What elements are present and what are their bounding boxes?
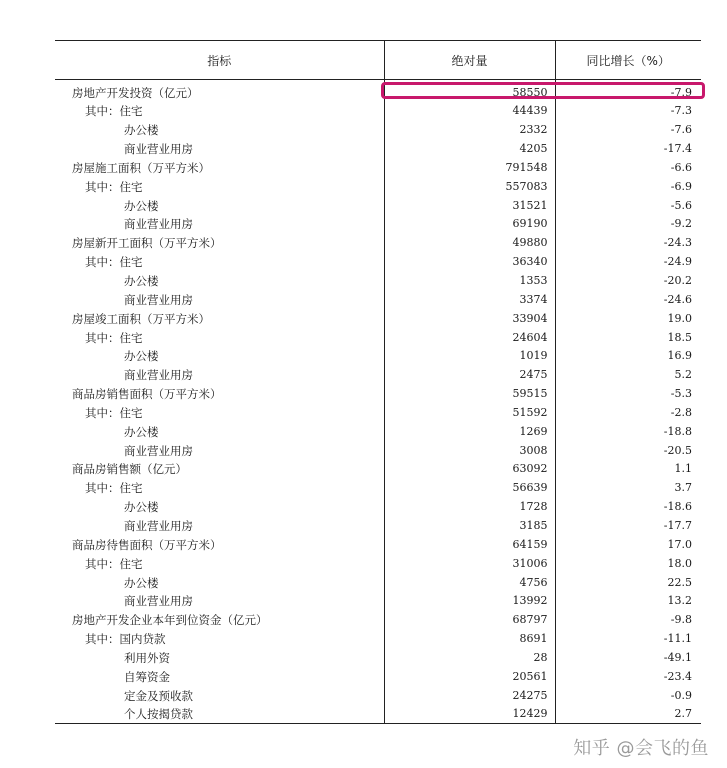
header-indicator: 指标 [55, 41, 384, 80]
table-row [55, 441, 701, 460]
absolute-value-cell: 13992 [384, 592, 555, 611]
table-row [55, 196, 701, 215]
table-row [55, 272, 701, 291]
absolute-value-cell: 791548 [384, 159, 555, 178]
indicator-cell: 房屋竣工面积（万平方米） [72, 311, 210, 326]
table-row [55, 535, 701, 554]
table-row [55, 140, 701, 159]
absolute-value-cell: 12429 [384, 705, 555, 724]
yoy-growth-cell: -9.2 [555, 215, 701, 234]
yoy-growth-cell: 19.0 [555, 309, 701, 328]
table-row [55, 630, 701, 649]
yoy-growth-cell: 16.9 [555, 347, 701, 366]
absolute-value-cell: 1269 [384, 422, 555, 441]
highlight-box [381, 82, 705, 99]
yoy-growth-cell: -20.5 [555, 441, 701, 460]
indicator-cell: 其中：住宅 [85, 179, 143, 194]
absolute-value-cell: 36340 [384, 253, 555, 272]
absolute-value-cell: 31521 [384, 196, 555, 215]
yoy-growth-cell: 18.0 [555, 554, 701, 573]
table-row [55, 253, 701, 272]
table-row [55, 102, 701, 121]
table-body [55, 80, 701, 724]
absolute-value-cell: 3185 [384, 517, 555, 536]
yoy-growth-cell: -6.6 [555, 159, 701, 178]
absolute-value-cell: 59515 [384, 385, 555, 404]
table-row [55, 460, 701, 479]
yoy-growth-cell: -5.3 [555, 385, 701, 404]
indicator-cell: 办公楼 [124, 575, 159, 590]
indicator-cell: 房地产开发企业本年到位资金（亿元） [72, 613, 268, 628]
absolute-value-cell: 31006 [384, 554, 555, 573]
indicator-cell: 办公楼 [124, 349, 159, 364]
table-row [55, 385, 701, 404]
indicator-cell: 其中：国内贷款 [85, 632, 166, 647]
absolute-value-cell: 4756 [384, 573, 555, 592]
absolute-value-cell: 63092 [384, 460, 555, 479]
indicator-cell: 房屋施工面积（万平方米） [72, 160, 210, 175]
absolute-value-cell: 1019 [384, 347, 555, 366]
yoy-growth-cell: -24.6 [555, 290, 701, 309]
yoy-growth-cell: 18.5 [555, 328, 701, 347]
indicator-cell: 办公楼 [124, 198, 159, 213]
indicator-cell: 商品房待售面积（万平方米） [72, 537, 222, 552]
absolute-value-cell: 1353 [384, 272, 555, 291]
table-row [55, 215, 701, 234]
table-row [55, 611, 701, 630]
yoy-growth-cell: 5.2 [555, 366, 701, 385]
indicator-cell: 商业营业用房 [124, 443, 193, 458]
absolute-value-cell: 20561 [384, 667, 555, 686]
indicator-cell: 办公楼 [124, 274, 159, 289]
table-row [55, 159, 701, 178]
yoy-growth-cell: -5.6 [555, 196, 701, 215]
indicator-cell: 办公楼 [124, 123, 159, 138]
yoy-growth-cell: -49.1 [555, 648, 701, 667]
indicator-cell: 其中：住宅 [85, 405, 143, 420]
indicator-cell: 其中：住宅 [85, 255, 143, 270]
indicator-cell: 商业营业用房 [124, 518, 193, 533]
table-row [55, 422, 701, 441]
indicator-cell: 商业营业用房 [124, 217, 193, 232]
indicator-cell: 房屋新开工面积（万平方米） [72, 236, 222, 251]
table-row [55, 328, 701, 347]
yoy-growth-cell: -23.4 [555, 667, 701, 686]
absolute-value-cell: 56639 [384, 479, 555, 498]
yoy-growth-cell: 17.0 [555, 535, 701, 554]
yoy-growth-cell: -24.9 [555, 253, 701, 272]
indicator-cell: 房地产开发投资（亿元） [72, 86, 199, 100]
table-row [55, 573, 701, 592]
absolute-value-cell: 3008 [384, 441, 555, 460]
statistics-table [55, 40, 701, 724]
absolute-value-cell: 49880 [384, 234, 555, 253]
absolute-value-cell: 28 [384, 648, 555, 667]
table-row [55, 592, 701, 611]
yoy-growth-cell: 22.5 [555, 573, 701, 592]
table-row [55, 234, 701, 253]
absolute-value-cell: 51592 [384, 404, 555, 423]
table-row [55, 347, 701, 366]
absolute-value-cell: 557083 [384, 177, 555, 196]
yoy-growth-cell: 2.7 [555, 705, 701, 724]
table-row [55, 366, 701, 385]
absolute-value-cell: 68797 [384, 611, 555, 630]
table-row [55, 404, 701, 423]
table-row [55, 498, 701, 517]
indicator-cell: 商业营业用房 [124, 142, 193, 157]
absolute-value-cell: 3374 [384, 290, 555, 309]
table-row [55, 517, 701, 536]
yoy-growth-cell: -7.6 [555, 121, 701, 140]
indicator-cell: 办公楼 [124, 424, 159, 439]
header-yoy: 同比增长（%） [555, 41, 701, 80]
absolute-value-cell: 2332 [384, 121, 555, 140]
yoy-growth-cell: 13.2 [555, 592, 701, 611]
indicator-cell: 其中：住宅 [85, 556, 143, 571]
indicator-cell: 其中：住宅 [85, 104, 143, 119]
yoy-growth-cell: -24.3 [555, 234, 701, 253]
absolute-value-cell: 24275 [384, 686, 555, 705]
yoy-growth-cell: -20.2 [555, 272, 701, 291]
yoy-growth-cell: -0.9 [555, 686, 701, 705]
absolute-value-cell: 24604 [384, 328, 555, 347]
yoy-growth-cell: -18.6 [555, 498, 701, 517]
table-header-row [55, 41, 701, 80]
table-row [55, 177, 701, 196]
yoy-growth-cell: -7.9 [555, 80, 701, 103]
absolute-value-cell: 44439 [384, 102, 555, 121]
table-row [55, 554, 701, 573]
table-row [55, 121, 701, 140]
table-row [55, 667, 701, 686]
indicator-cell: 定金及预收款 [124, 688, 193, 703]
table-row [55, 686, 701, 705]
absolute-value-cell: 58550 [384, 80, 555, 103]
table-row [55, 479, 701, 498]
yoy-growth-cell: -2.8 [555, 404, 701, 423]
indicator-cell: 利用外资 [124, 650, 170, 665]
indicator-cell: 商业营业用房 [124, 594, 193, 609]
absolute-value-cell: 64159 [384, 535, 555, 554]
absolute-value-cell: 69190 [384, 215, 555, 234]
watermark: 知乎 @会飞的鱼 [573, 738, 709, 759]
indicator-cell: 自筹资金 [124, 669, 170, 684]
yoy-growth-cell: -18.8 [555, 422, 701, 441]
absolute-value-cell: 4205 [384, 140, 555, 159]
indicator-cell: 商业营业用房 [124, 292, 193, 307]
indicator-cell: 个人按揭贷款 [55, 705, 384, 724]
absolute-value-cell: 1728 [384, 498, 555, 517]
indicator-cell: 其中：住宅 [85, 481, 143, 496]
absolute-value-cell: 8691 [384, 630, 555, 649]
table-row [55, 290, 701, 309]
indicator-cell: 商品房销售额（亿元） [72, 462, 187, 477]
yoy-growth-cell: -6.9 [555, 177, 701, 196]
table-row [55, 309, 701, 328]
yoy-growth-cell: -11.1 [555, 630, 701, 649]
indicator-cell: 商品房销售面积（万平方米） [72, 387, 222, 402]
table-row [55, 648, 701, 667]
indicator-cell: 其中：住宅 [85, 330, 143, 345]
yoy-growth-cell: -7.3 [555, 102, 701, 121]
indicator-cell: 办公楼 [124, 500, 159, 515]
yoy-growth-cell: -17.4 [555, 140, 701, 159]
yoy-growth-cell: -9.8 [555, 611, 701, 630]
header-absolute: 绝对量 [384, 41, 555, 80]
yoy-growth-cell: 3.7 [555, 479, 701, 498]
indicator-cell: 商业营业用房 [124, 368, 193, 383]
absolute-value-cell: 33904 [384, 309, 555, 328]
absolute-value-cell: 2475 [384, 366, 555, 385]
yoy-growth-cell: 1.1 [555, 460, 701, 479]
table-row [55, 705, 701, 724]
yoy-growth-cell: -17.7 [555, 517, 701, 536]
